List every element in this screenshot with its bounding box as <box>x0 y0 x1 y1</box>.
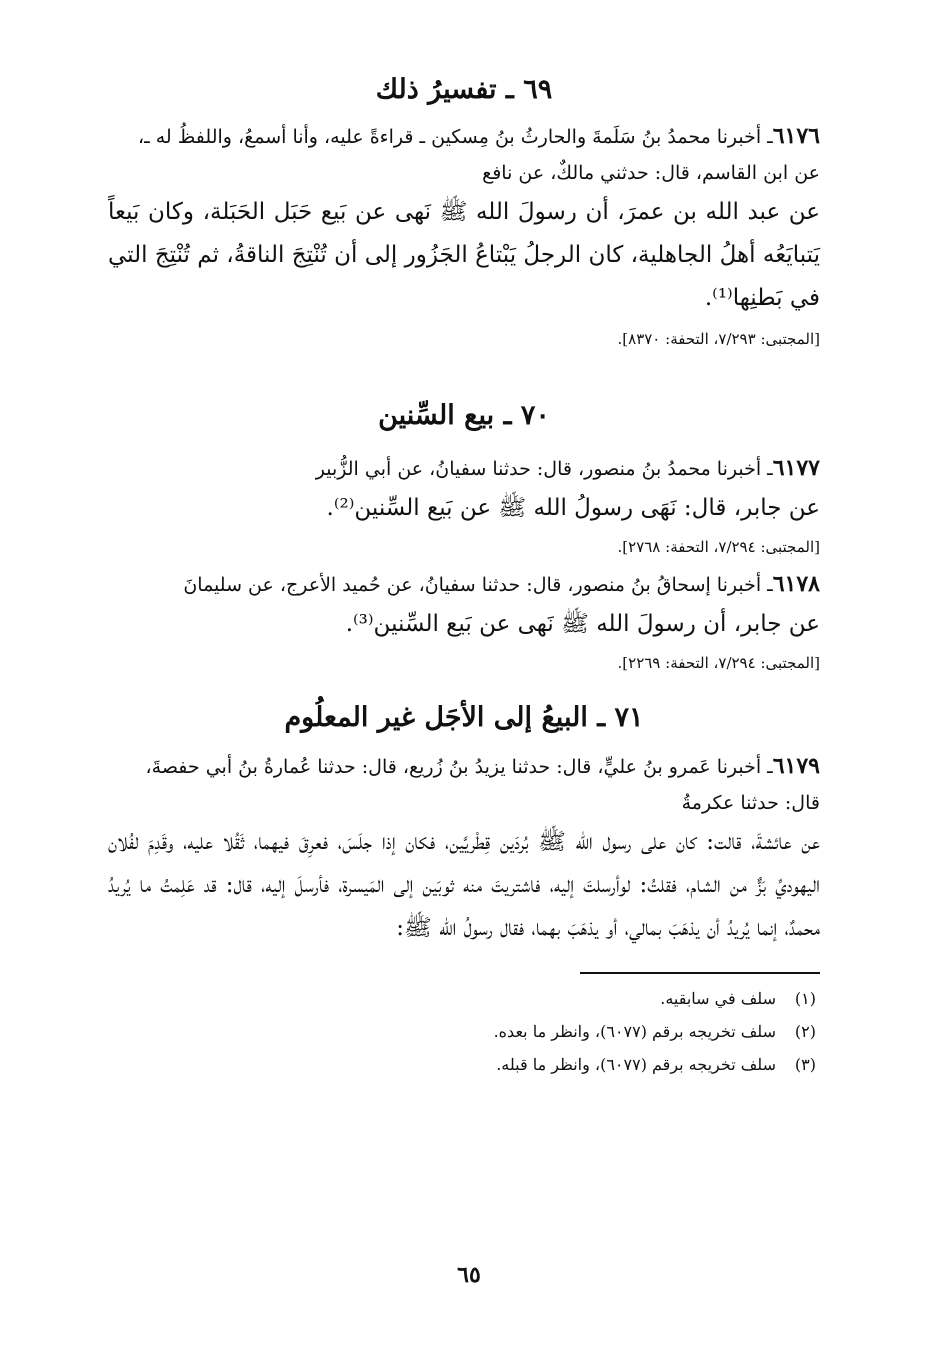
footnote <box>108 1015 820 1048</box>
reference-note: [المجتبى: ٧/٢٩٣، التحفة: ٨٣٧٠]. <box>617 330 820 348</box>
reference-note: [المجتبى: ٧/٢٩٤، التحفة: ٢٢٦٩]. <box>617 654 820 672</box>
footnote <box>108 982 820 1015</box>
footnote-text: سلف في سابقيه. <box>660 989 776 1008</box>
footnotes <box>108 982 820 1081</box>
isnad-text: ـ أخبرنا إسحاقُ بنُ منصور، قال: حدثنا سفيانُ، عن حُميد الأعرج، عن سليمانَ <box>183 574 773 596</box>
chapter-heading: ٧٠ ـ بيع السِّنين <box>378 400 550 431</box>
page-body <box>108 70 820 1081</box>
footnote-text: سلف تخريجه برقم (٦٠٧٧)، وانظر ما قبله. <box>496 1055 776 1074</box>
page-number: ٦٥ <box>457 1262 481 1288</box>
hadith-block <box>108 566 820 646</box>
reference-note: [المجتبى: ٧/٢٩٤، التحفة: ٢٧٦٨]. <box>617 538 820 556</box>
hadith-isnad <box>108 748 820 821</box>
hadith-number: ٦١٧٩ <box>772 753 820 779</box>
hadith-number: ٦١٧٨ <box>772 571 820 597</box>
footnote-number: (٢) <box>794 1022 816 1041</box>
hadith-matn: عن جابر، قال: نَهَى رسولُ الله ﷺ عن بَيع السِّنين⁽²⁾. <box>326 495 820 521</box>
hadith-number: ٦١٧٦ <box>772 123 820 149</box>
hadith-matn: عن عائشةَ، قالت: كان على رسول الله ﷺ بُردَين قِطْريَّين، فكان إذا جلَسَ، فعرِقَ فيهما، ثَقُلا عليه، وقَدِمَ لفُلان اليهوديِّ بَزٌّ من الشام، فقلتُ: لوأرسلتَ إليه، فاشتريتَ منه ثوبَين إلى المَيسرة، فأرسلَ إليه، قال: قد عَلِمتُ ما يُريدُ محمدٌ، إنما يُريدُ أن يذهَبَ بمالي، أو يذهَبَ بهما، فقال رسولُ الله ﷺ: <box>108 829 820 941</box>
hadith-matn: عن جابر، أن رسولَ الله ﷺ نَهى عن بَيع السِّنين⁽³⁾. <box>345 611 820 637</box>
footnote-separator <box>580 972 820 974</box>
hadith-isnad <box>108 566 820 603</box>
isnad-text: ـ أخبرنا محمدُ بنُ منصور، قال: حدثنا سفيانُ، عن أبي الزُّبير <box>315 458 773 480</box>
isnad-text: ـ أخبرنا محمدُ بنُ سَلَمةَ والحارثُ بنُ مِسكين ـ قراءةً عليه، وأنا أسمعُ، واللفظُ له ـ، عن ابن القاسم، قال: حدثني مالكٌ، عن نافع <box>138 126 820 184</box>
hadith-block <box>108 118 820 320</box>
footnote-text: سلف تخريجه برقم (٦٠٧٧)، وانظر ما بعده. <box>493 1022 776 1041</box>
hadith-matn: عن عبد الله بن عمرَ، أن رسولَ الله ﷺ نَهى عن بَيع حَبَل الحَبَلة، وكان بَيعاً يَتبايَعُه أهلُ الجاهلية، كان الرجلُ يَبْتاعُ الجَزُور إلى أن تُنْتِجَ الناقةُ، ثم تُنْتِجَ التي في بَطنِها⁽¹⁾. <box>108 199 820 311</box>
footnote-number: (١) <box>794 989 816 1008</box>
isnad-text: ـ أخبرنا عَمرو بنُ عليٍّ، قال: حدثنا يزيدُ بنُ زُريع، قال: حدثنا عُمارةُ بنُ أبي حفصةَ، قال: حدثنا عكرمةُ <box>145 756 820 814</box>
hadith-block <box>108 748 820 950</box>
hadith-isnad <box>108 118 820 191</box>
hadith-isnad <box>108 450 820 487</box>
hadith-block <box>108 450 820 530</box>
chapter-heading: ٦٩ ـ تفسيرُ ذلك <box>375 74 553 105</box>
footnote <box>108 1048 820 1081</box>
chapter-heading: ٧١ ـ البيعُ إلى الأجَل غير المعلُوم <box>284 702 644 733</box>
hadith-number: ٦١٧٧ <box>772 455 820 481</box>
footnote-number: (٣) <box>794 1055 816 1074</box>
